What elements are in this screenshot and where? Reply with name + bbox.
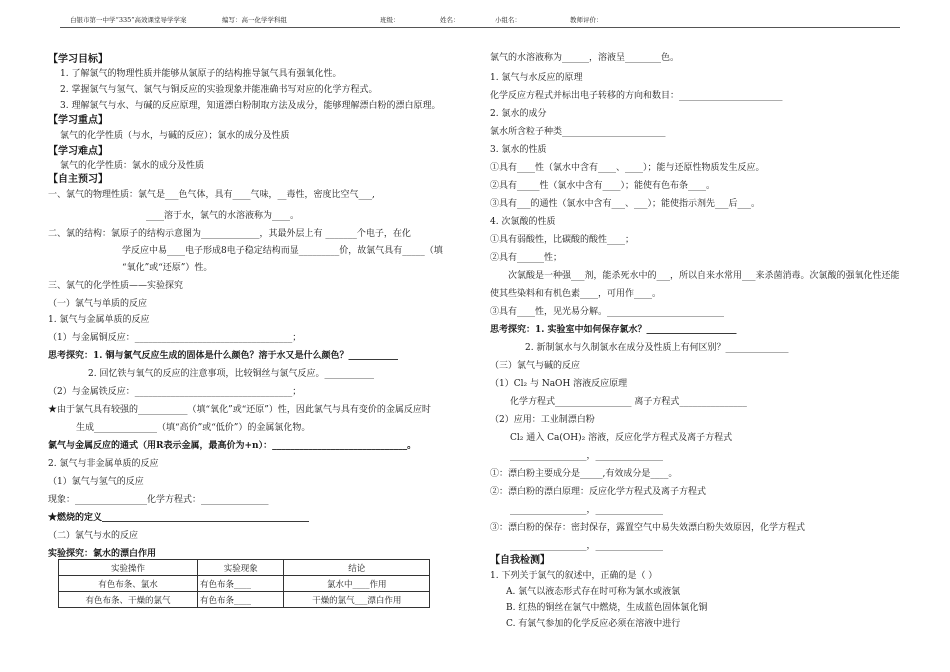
table-row: [59, 576, 430, 592]
text-line: 实验探究：氯水的漂白作用: [48, 549, 157, 559]
text-line: 3. 氯水的性质: [490, 145, 547, 155]
text-line: 二、氯的结构：氯原子的结构示意图为_____________，其最外层上有 _______个电子，在化: [48, 229, 411, 239]
table-cell: 氯水中____作用: [284, 576, 430, 592]
text-line: （三）氯气与碱的反应: [490, 361, 581, 371]
table-cell: 干燥的氯气___漂白作用: [284, 592, 430, 608]
table-cell: 有色布条、氯水: [59, 576, 198, 592]
text-line: ②具有______性；: [490, 253, 563, 263]
text-line: ③具有____性，见光易分解。__________________________: [490, 307, 725, 317]
text-line: “氧化”或“还原”）性。: [122, 263, 213, 273]
text-line: C. 有氯气参加的化学反应必须在溶液中进行: [506, 619, 681, 629]
text-line: ★燃烧的定义______________________________________________: [48, 513, 310, 523]
text-line: 生成______________（填“高价”或“低价”）的金属氯化物。: [76, 423, 311, 433]
page-header: [60, 13, 900, 28]
section-heading: 【自我检测】: [490, 555, 550, 566]
table-header: 实验操作: [59, 560, 198, 576]
group-label: 小组名：: [495, 16, 521, 24]
text-line: _________________，_______________: [510, 451, 664, 461]
text-line: 1. 氯气与水反应的原理: [490, 73, 583, 83]
class-label: 班级：: [380, 16, 400, 24]
text-line: 4. 次氯酸的性质: [490, 217, 556, 227]
text-line: ③：漂白粉的保存：密封保存，露置空气中易失效漂白粉失效原因，化学方程式: [490, 523, 806, 533]
text-line: B. 红热的铜丝在氯气中燃烧，生成蓝色固体氯化铜: [506, 603, 708, 613]
text-line: 氯水所含粒子种类_______________________: [490, 127, 666, 137]
text-line: ★由于氯气具有较强的___________（填“氧化”或“还原”）性，因此氯气与具有变价的金属反应时: [48, 405, 431, 415]
text-line: 次氯酸是一种强___剂，能杀死水中的___，所以自来水常用___来杀菌消毒。次氯酸的强氧化性还能: [508, 271, 900, 281]
section-heading: 【自主预习】: [48, 174, 108, 185]
text-line: ①具有弱酸性，比碳酸的酸性____；: [490, 235, 635, 245]
text-line: （1）氯气与氢气的反应: [48, 477, 144, 487]
text-line: 1. 了解氯气的物理性质并能够从氯原子的结构推导氯气具有强氧化性。: [60, 69, 342, 79]
text-line: ②：漂白粉的漂白原理：反应化学方程式及离子方程式: [490, 487, 707, 497]
text-line: 2. 氯气与非金属单质的反应: [48, 459, 159, 469]
table-header-row: [59, 560, 430, 576]
text-line: 3. 理解氯气与水、与碱的反应原理，知道漂白粉制取方法及成分，能够理解漂白粉的漂白原理。: [60, 101, 441, 111]
editor-label: 编写：高一化学学科组: [222, 16, 287, 24]
eval-label: 教师评价：: [570, 16, 603, 24]
experiment-table: [58, 559, 430, 608]
text-line: 现象：________________化学方程式：_______________: [48, 495, 269, 505]
text-line: 氯气与金属反应的通式（用R表示金属，最高价为+n）：______________________________。: [48, 441, 417, 451]
section-heading: 【学习重点】: [48, 115, 108, 126]
text-line: （2）与金属铁反应：___________________________________；: [48, 387, 302, 397]
text-line: 2. 掌握氯气与氢气、氯气与铜反应的实验现象并能准确书写对应的化学方程式。: [60, 85, 378, 95]
text-line: （1）Cl₂ 与 NaOH 溶液反应原理: [490, 379, 628, 389]
table-cell: 有色布条、干燥的氯气: [59, 592, 198, 608]
text-line: （二）氯气与水的反应: [48, 531, 139, 541]
text-line: Cl₂ 通入 Ca(OH)₂ 溶液，反应化学方程式及离子方程式: [510, 433, 733, 443]
text-line: 氯气的化学性质（与水，与碱的反应）；氯水的成分及性质: [60, 131, 290, 141]
text-line: 氯气的水溶液称为______，溶液呈________色。: [490, 53, 680, 63]
text-line: 一、氯气的物理性质：氯气是___色气体，具有____气味，__毒性，密度比空气___,: [48, 190, 375, 200]
section-heading: 【学习难点】: [48, 146, 108, 157]
text-line: 思考探究：1. 实验室中如何保存氯水？____________________: [490, 325, 737, 335]
school-title: 白银市第一中学“335”高效课堂导学学案: [70, 16, 187, 24]
text-line: ①：漂白粉主要成分是_____,有效成分是____。: [490, 469, 678, 479]
text-line: A. 氯气以液态形式存在时可称为氯水或液氯: [506, 587, 681, 597]
text-line: 化学方程式_________________ 离子方程式_______________: [510, 397, 747, 407]
text-line: 思考探究：1. 铜与氯气反应生成的固体是什么颜色？溶于水又是什么颜色？___________: [48, 351, 399, 361]
text-line: 使其些染料和有机色素____，可用作____。: [490, 289, 662, 299]
text-line: 氯气的化学性质：氯水的成分及性质: [60, 161, 205, 171]
text-line: （1）与金属铜反应：___________________________________；: [48, 333, 302, 343]
text-line: 2. 氯水的成分: [490, 109, 547, 119]
text-line: ____溶于水，氯气的水溶液称为____。: [146, 211, 300, 221]
table-cell: 有色布条____: [197, 576, 283, 592]
table-header: 结论: [284, 560, 430, 576]
text-line: ②具有_____性（氯水中含有____）；能使有色布条____。: [490, 181, 716, 191]
table-cell: 有色布条____: [197, 592, 283, 608]
text-line: _________________，_______________: [510, 505, 664, 515]
text-line: 学反应中易____电子形成8电子稳定结构而显_________价，故氯气具有_____（填: [122, 246, 443, 256]
text-line: _________________，_______________: [510, 541, 664, 551]
text-line: 1. 氯气与金属单质的反应: [48, 315, 150, 325]
text-line: （一）氯气与单质的反应: [48, 299, 148, 309]
text-line: （2）应用：工业制漂白粉: [490, 415, 595, 425]
text-line: ①具有____性（氯水中含有____、____）；能与还原性物质发生反应。: [490, 163, 765, 173]
text-line: 化学反应方程式并标出电子转移的方向和数目：_______________________: [490, 91, 783, 101]
section-heading: 【学习目标】: [48, 54, 108, 65]
text-line: ③具有___的通性（氯水中含有___、___）；能使指示剂先___后___。: [490, 199, 761, 209]
text-line: 1. 下列关于氯气的叙述中，正确的是（ ）: [490, 571, 658, 581]
text-line: 2. 回忆铁与氧气的反应的注意事项，比较铜丝与氯气反应。___________: [88, 369, 374, 379]
table-header: 实验现象: [197, 560, 283, 576]
name-label: 姓名：: [440, 16, 460, 24]
table-row: [59, 592, 430, 608]
text-line: 三、氯气的化学性质——实验探究: [48, 281, 184, 291]
text-line: 2. 新制氯水与久制氯水在成分及性质上有何区别？______________: [525, 343, 789, 353]
